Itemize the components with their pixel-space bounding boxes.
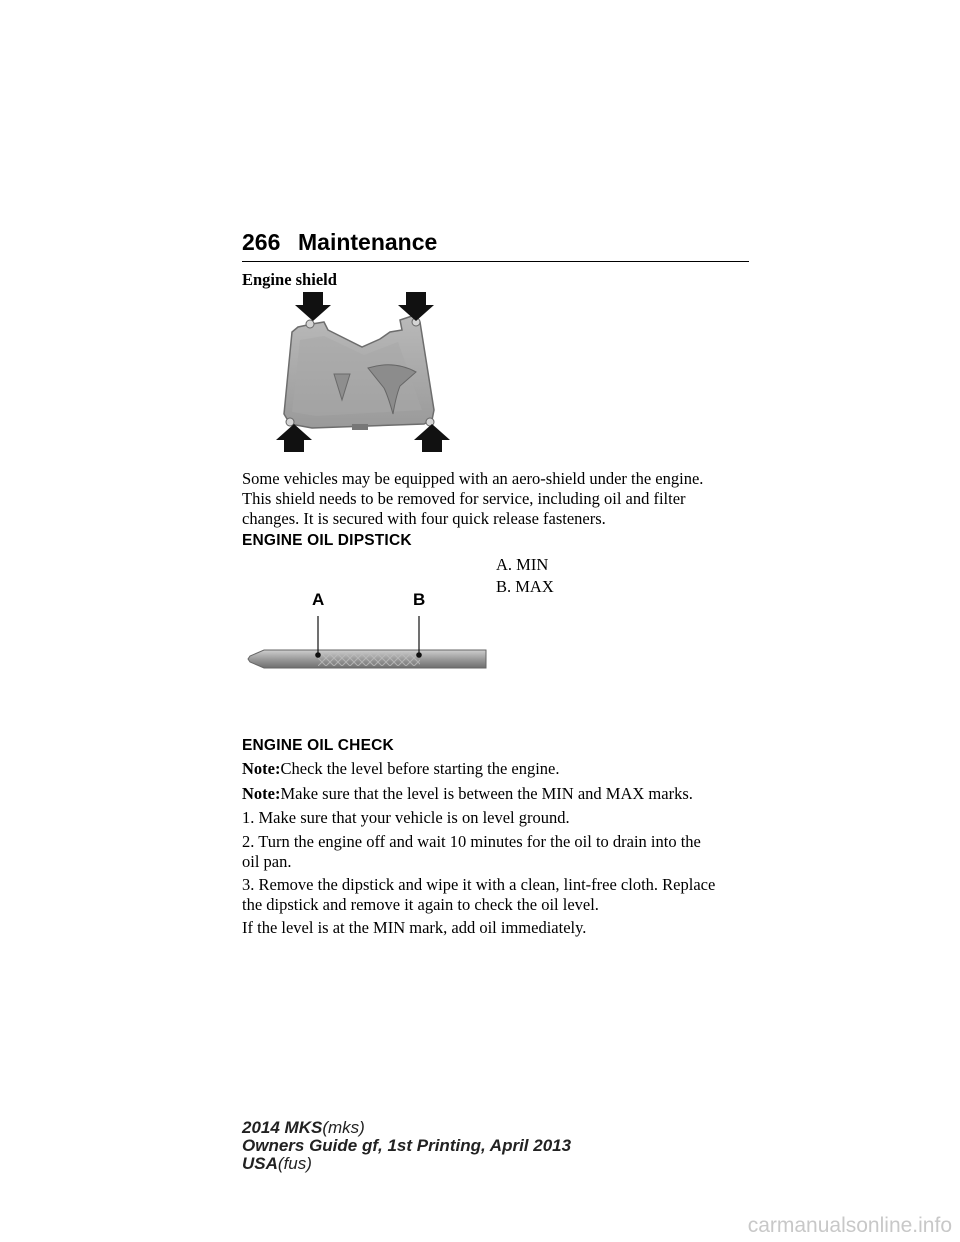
step-3 (242, 875, 715, 915)
engine-shield-illustration (272, 292, 462, 452)
note-text: Make sure that the level is between the MIN and MAX marks. (280, 784, 693, 803)
watermark: carmanualsonline.info (747, 1214, 952, 1237)
paragraph-line: This shield needs to be removed for service, including oil and filter (242, 489, 686, 508)
note-label: Note: (242, 759, 281, 778)
arrow-down-icon (398, 292, 434, 321)
arrow-up-icon (414, 424, 450, 452)
dipstick-illustration (242, 590, 488, 680)
step-2 (242, 832, 701, 872)
step-line: 3. Remove the dipstick and wipe it with a clean, lint-free cloth. Replace (242, 875, 716, 894)
engine-shield-paragraph (242, 469, 762, 529)
note-label: Note: (242, 784, 281, 803)
arrow-up-icon (276, 424, 312, 452)
callout-a: A (312, 590, 325, 609)
dipstick-heading: ENGINE OIL DIPSTICK (242, 532, 412, 549)
engine-shield-title: Engine shield (242, 270, 337, 289)
document-footer (242, 1119, 571, 1173)
dipstick-legend-min: A. MIN (496, 555, 549, 574)
section-title: Maintenance (298, 229, 438, 255)
page-number: 266 (242, 229, 281, 255)
final-instruction: If the level is at the MIN mark, add oil immediately. (242, 918, 587, 937)
step-line: 2. Turn the engine off and wait 10 minutes for the oil to drain into the (242, 832, 701, 851)
step-1: 1. Make sure that your vehicle is on level ground. (242, 808, 570, 827)
callout-b: B (413, 590, 426, 609)
arrow-down-icon (295, 292, 331, 321)
note-min-max (242, 784, 693, 804)
footer-model: 2014 MKS (242, 1118, 323, 1137)
footer-model-code: (mks) (322, 1118, 365, 1137)
note-text: Check the level before starting the engine. (280, 759, 560, 778)
footer-market: USA (242, 1154, 278, 1173)
paragraph-line: Some vehicles may be equipped with an aero-shield under the engine. (242, 469, 704, 488)
step-line: oil pan. (242, 852, 292, 871)
header-divider (242, 261, 749, 262)
note-check-level (242, 759, 560, 779)
footer-market-code: (fus) (277, 1154, 312, 1173)
dipstick-legend-max: B. MAX (496, 577, 554, 596)
paragraph-line: changes. It is secured with four quick release fasteners. (242, 509, 606, 528)
footer-edition: Owners Guide gf, 1st Printing, April 2013 (242, 1136, 572, 1155)
step-line: the dipstick and remove it again to check the oil level. (242, 895, 599, 914)
oil-check-heading: ENGINE OIL CHECK (242, 737, 394, 754)
